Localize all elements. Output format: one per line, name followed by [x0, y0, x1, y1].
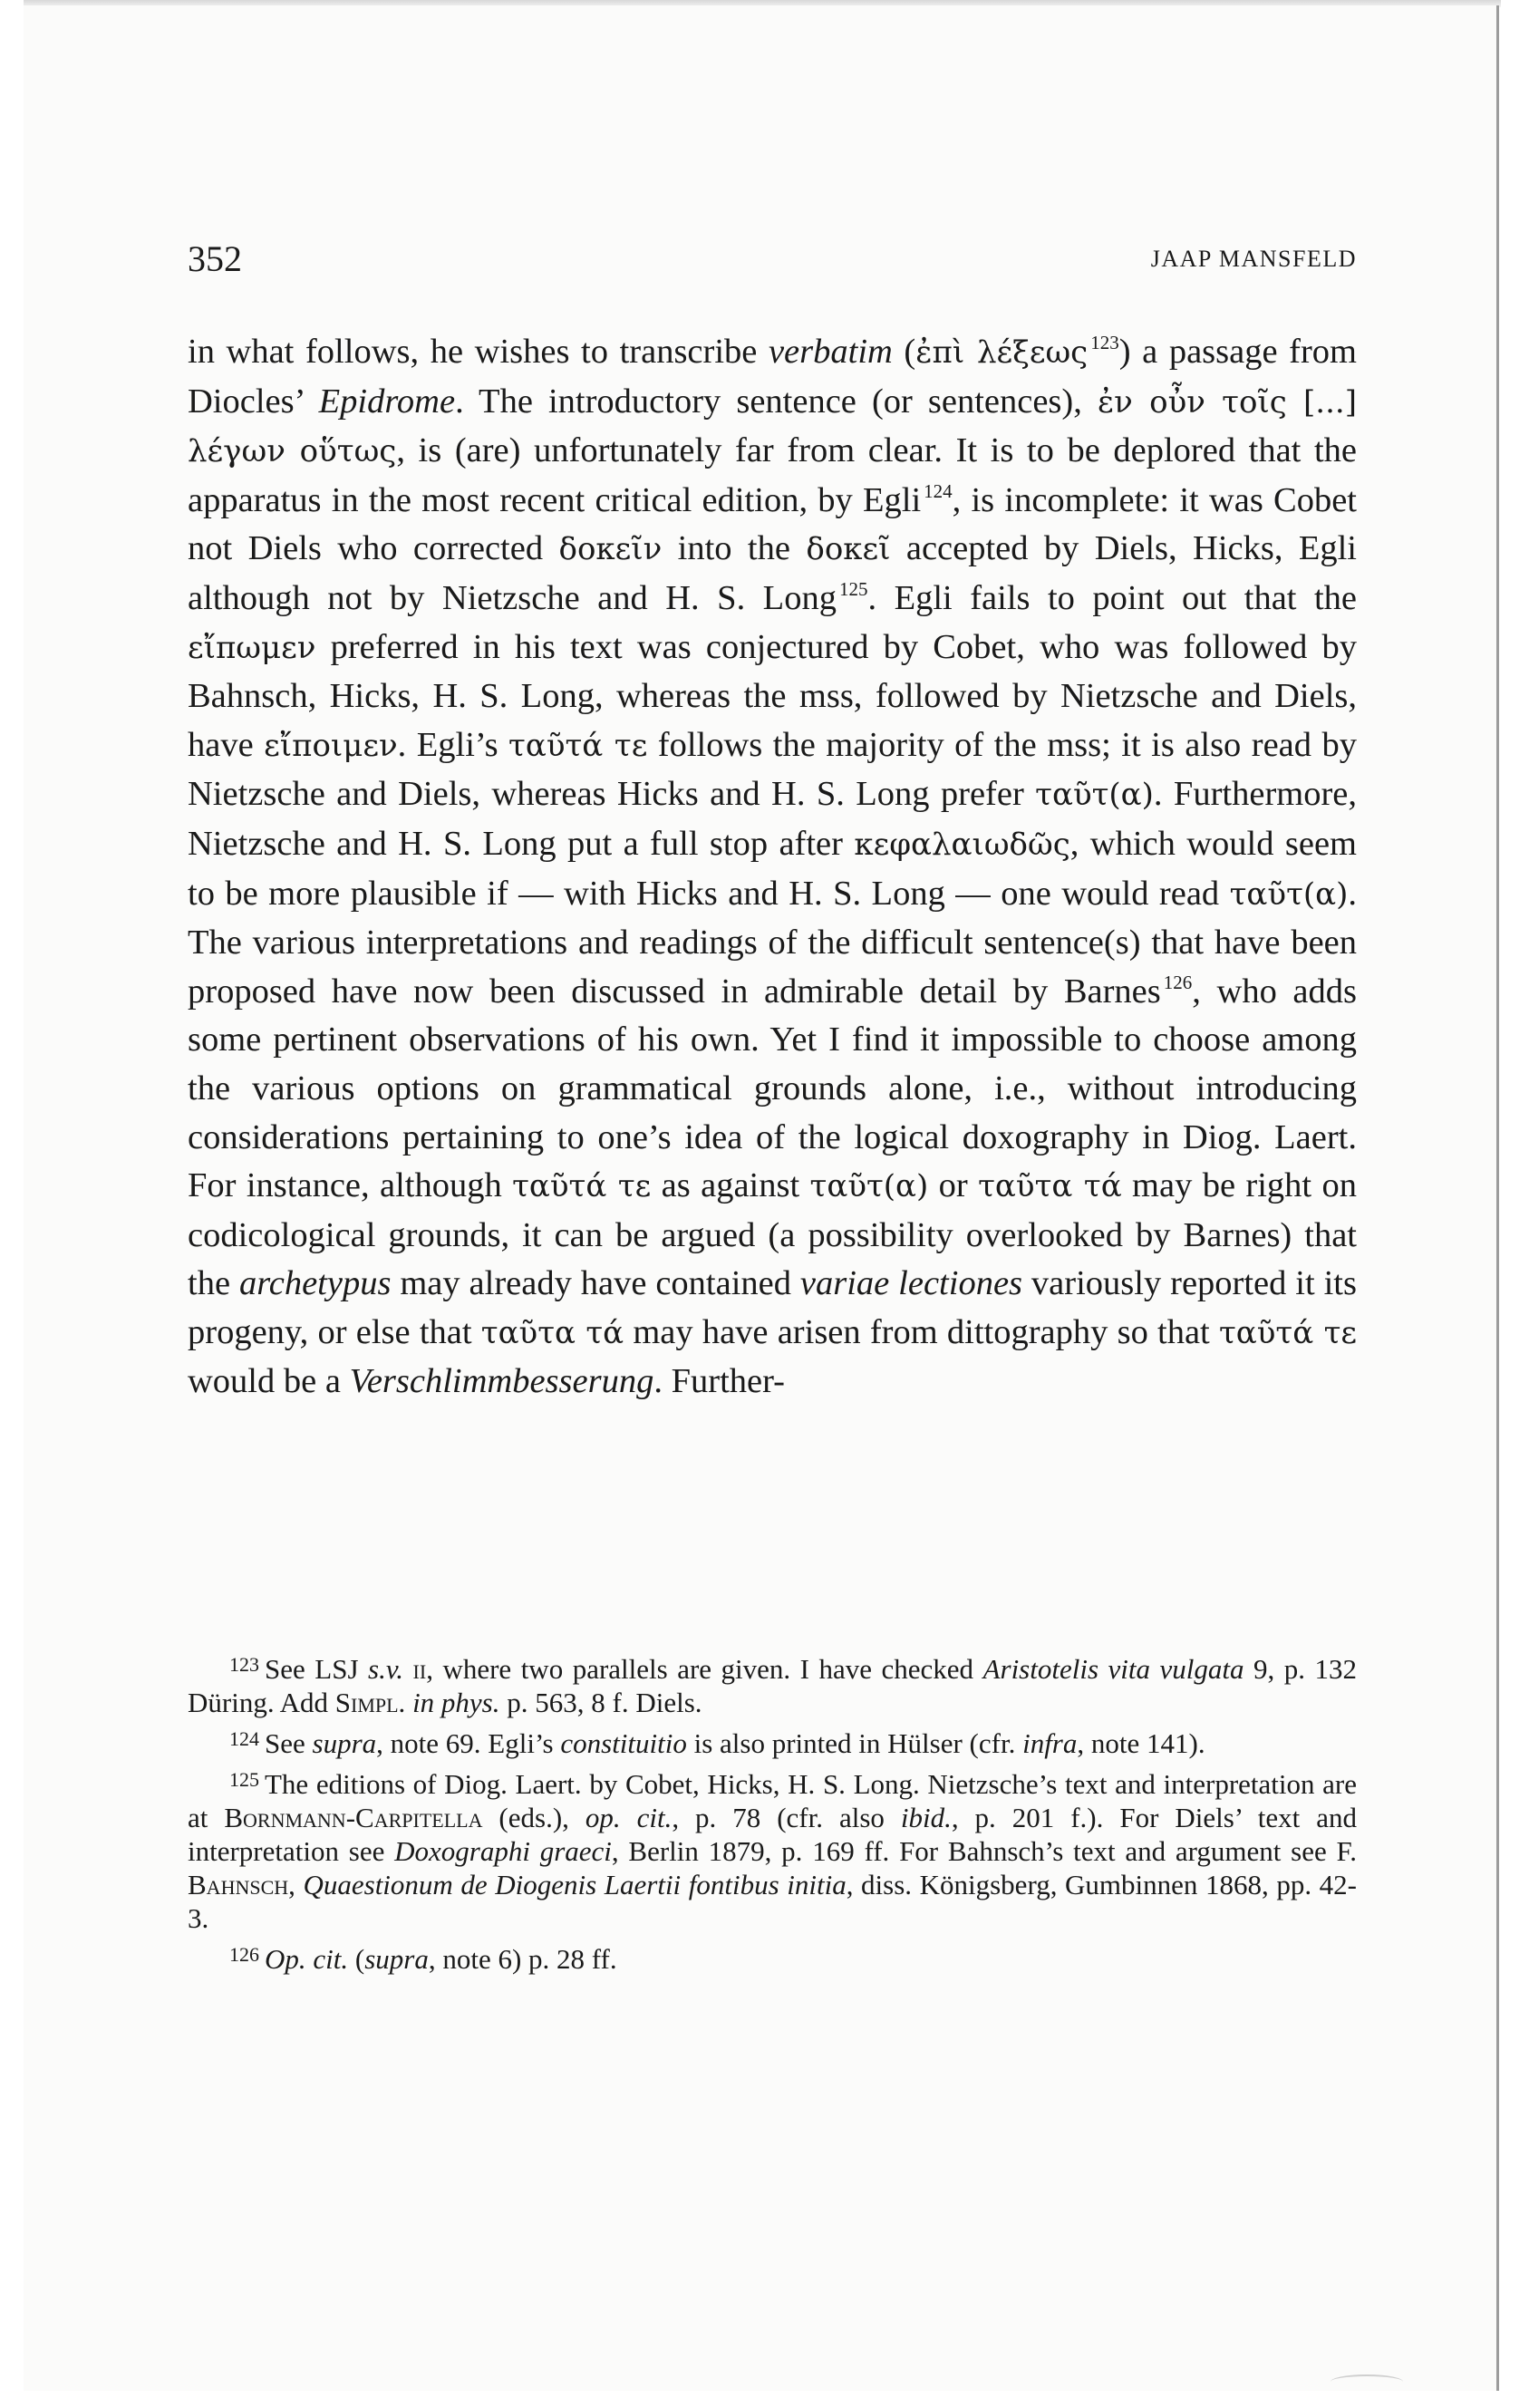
text-run: , p. 201 f.). For Diels’ text and interpretation see: [188, 1802, 1357, 1867]
text-run: as against: [651, 1166, 810, 1205]
text-run: , which would seem to be more plausible if — with Hicks and H. S. Long — one would read: [188, 824, 1357, 913]
text-run: may be right on codicological grounds, it can be argued (a possibility overlooked by Barnes) that the: [188, 1166, 1357, 1303]
text-run: preferred in his text was conjectured by Cobet, who was followed by Bahnsch, Hicks, H. S. Long, whereas the mss, followed by Nietzsche and Diels, have: [188, 627, 1357, 764]
greek-text: ἐπὶ λέξεως: [915, 334, 1089, 371]
footnote-number: 125: [229, 1768, 259, 1791]
greek-text: ἐν οὖν τοῖς [...] λέγων οὕτως: [188, 383, 1357, 470]
footnote-number: 123: [229, 1653, 259, 1676]
small-caps-text: Simpl.: [334, 1687, 406, 1718]
text-run: (: [892, 333, 916, 371]
greek-text: ταῦτ(α): [809, 1168, 929, 1205]
text-run: , where two parallels are given. I have checked: [426, 1653, 983, 1685]
footnote-125: [188, 1763, 1357, 1935]
italic-text: s.v.: [368, 1653, 404, 1685]
italic-text: Op. cit.: [265, 1943, 349, 1975]
footnote-reference: 124: [924, 479, 953, 502]
main-text: [188, 328, 1357, 1407]
text-run: ,: [288, 1869, 304, 1900]
text-run: , is (are) unfortunately far from clear. It is to be deplored that the apparatus in the most recent critical edition, by Egli: [188, 431, 1357, 519]
italic-text: supra: [364, 1943, 429, 1975]
text-run: . The introductory sentence (or sentences),: [455, 382, 1098, 421]
italic-text: variae lectiones: [799, 1264, 1023, 1303]
text-run: . Egli’s: [397, 725, 509, 764]
italic-text: archetypus: [238, 1264, 392, 1303]
body-paragraph: [188, 328, 1357, 1407]
footnote-126: [188, 1938, 1357, 1976]
text-run: p. 563, 8 f. Diels.: [499, 1687, 702, 1718]
italic-text: Quaestionum de Diogenis Laertii fontibus initia: [303, 1869, 847, 1900]
text-run: 9, p. 132 Düring. Add: [188, 1653, 1358, 1718]
greek-text: δοκεῖν: [558, 531, 663, 568]
text-run: , who adds some pertinent observations of his own. Yet I find it impossible to choose among the various options on grammatical grounds alone, i.e., without introducing considerations pertaining to one’s idea of the logical doxography in Diog. Laert. For instance, although: [188, 972, 1358, 1205]
text-run: , Berlin 1879, p. 169 ff. For Bahnsch’s text and argument see F.: [611, 1835, 1357, 1867]
italic-text: ibid.: [900, 1802, 952, 1833]
footnote-reference: 125: [838, 577, 868, 600]
italic-text: Aristotelis vita vulgata: [982, 1653, 1244, 1685]
footnote-123: [188, 1648, 1357, 1719]
italic-text: infra: [1022, 1727, 1078, 1759]
footnote-124: [188, 1722, 1357, 1760]
text-run: , p. 78 (cfr. also: [672, 1802, 901, 1833]
text-run: See LSJ: [265, 1653, 369, 1685]
italic-text: Epidrome: [318, 382, 456, 421]
text-run: The editions of Diog. Laert. by Cobet, Hicks, H. S. Long. Nietzsche’s text and interpretation are at: [188, 1768, 1357, 1833]
text-run: would be a: [188, 1362, 350, 1401]
author-running-head: JAAP MANSFELD: [1150, 246, 1357, 272]
italic-text: supra: [312, 1727, 377, 1759]
greek-text: δοκεῖ: [806, 531, 891, 568]
text-run: accepted by Diels, Hicks, Egli although not by Nietzsche and H. S. Long: [188, 529, 1357, 617]
text-run: may have arisen from dittography so that: [624, 1312, 1219, 1351]
text-run: is also printed in Hülser (cfr.: [686, 1727, 1023, 1759]
page-bottom-curl: [1331, 2374, 1403, 2389]
text-run: [405, 1687, 412, 1718]
small-caps-text: ii: [403, 1653, 427, 1685]
text-run: , diss. Königsberg, Gumbinnen 1868, pp. 42-3.: [188, 1869, 1357, 1934]
greek-text: εἴποιμεν: [264, 727, 398, 764]
text-run: in what follows, he wishes to transcribe: [188, 333, 769, 371]
italic-text: verbatim: [768, 333, 893, 371]
footnote-number: 124: [229, 1727, 259, 1750]
text-run: ) a passage from Diocles’: [188, 333, 1358, 421]
small-caps-text: Bahnsch: [188, 1869, 289, 1900]
running-head: [188, 237, 1357, 281]
italic-text: constituitio: [560, 1727, 687, 1759]
text-run: (eds.),: [482, 1802, 585, 1833]
footnotes: [188, 1648, 1357, 1978]
text-run: or: [928, 1166, 979, 1205]
text-run: , is incomplete: it was Cobet not Diels who corrected: [188, 480, 1357, 568]
footnote-number: 126: [229, 1943, 259, 1966]
text-run: , note 141).: [1077, 1727, 1205, 1759]
text-run: into the: [662, 529, 807, 568]
footnote-reference: 123: [1090, 332, 1119, 353]
text-run: . The various interpretations and readings of the difficult sentence(s) that have been proposed have now been discussed in admirable detail by Barnes: [188, 874, 1357, 1011]
text-run: , note 69. Egli’s: [376, 1727, 561, 1759]
small-caps-text: Bornmann-Carpitella: [224, 1802, 483, 1833]
italic-text: op. cit.: [585, 1802, 673, 1833]
greek-text: εἴπωμεν: [188, 629, 316, 666]
footnote-reference: 126: [1163, 971, 1193, 993]
greek-text: ταῦτα τά: [480, 1314, 624, 1351]
greek-text: ταῦτά τε: [512, 1168, 652, 1205]
text-run: (: [348, 1943, 365, 1975]
greek-text: ταῦτ(α): [1229, 875, 1349, 913]
text-run: . Egli fails to point out that the: [867, 578, 1357, 617]
page-number: 352: [188, 238, 242, 279]
text-run: variously reported it its progeny, or else that: [188, 1264, 1357, 1351]
greek-text: ταῦτά τε: [1218, 1314, 1357, 1351]
greek-text: ταῦτ(α): [1035, 777, 1154, 814]
text-run: may already have contained: [391, 1264, 800, 1303]
italic-text: Doxographi graeci: [394, 1835, 612, 1867]
text-run: See: [265, 1727, 313, 1759]
greek-text: ταῦτά τε: [508, 727, 648, 764]
text-run: follows the majority of the mss; it is also read by Nietzsche and Diels, whereas Hicks and H. S. Long prefer: [188, 725, 1357, 814]
italic-text: in phys.: [412, 1687, 500, 1718]
text-run: . Further-: [653, 1362, 785, 1401]
greek-text: ταῦτα τά: [978, 1168, 1122, 1205]
text-run: . Furthermore, Nietzsche and H. S. Long put a full stop after: [188, 775, 1357, 863]
text-run: , note 6) p. 28 ff.: [428, 1943, 617, 1975]
italic-text: Verschlimmbesserung: [349, 1362, 654, 1401]
greek-text: κεφαλαιωδῶς: [854, 826, 1070, 863]
